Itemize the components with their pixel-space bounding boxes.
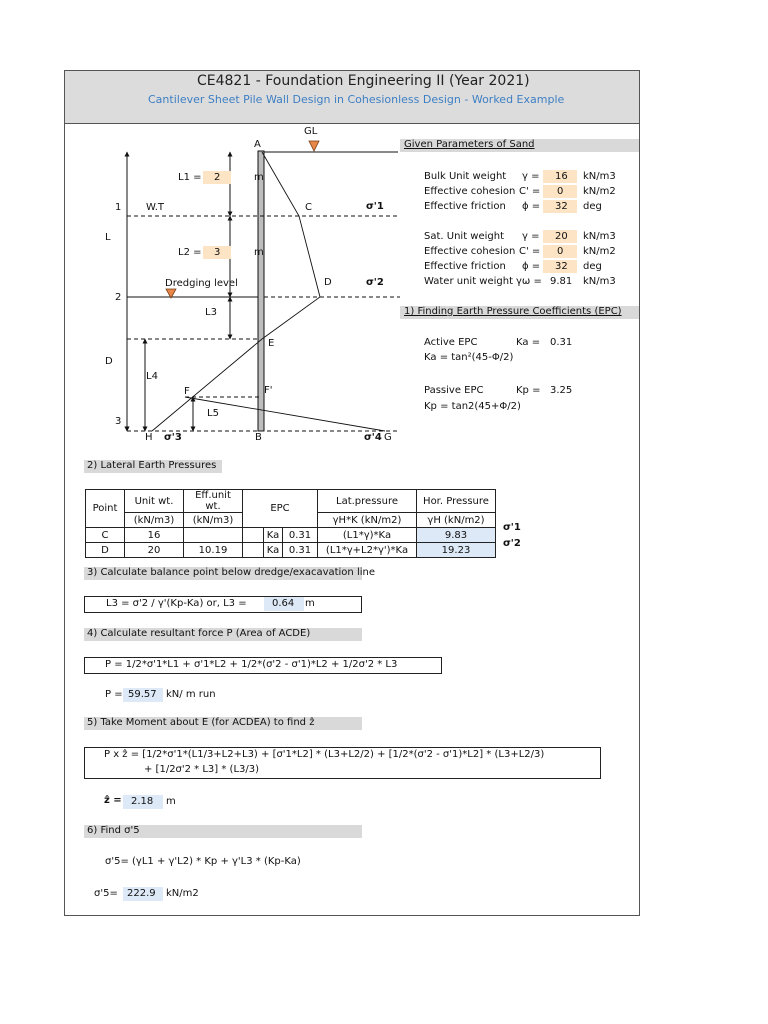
param-symbol: γ =: [522, 171, 540, 182]
label-sigma3: σ'3: [164, 432, 182, 443]
header-eff-wt: Eff.unit wt.: [184, 490, 243, 513]
sigma5-value: 222.9: [127, 888, 156, 899]
passive-epc-label: Passive EPC: [424, 385, 484, 396]
label-3: 3: [115, 416, 122, 427]
lateral-title: 2) Lateral Earth Pressures: [87, 460, 217, 471]
sigma5-label: σ'5=: [94, 888, 118, 899]
l2-unit: m: [254, 247, 264, 258]
page-subtitle: Cantilever Sheet Pile Wall Design in Cohesionless Design - Worked Example: [148, 93, 565, 106]
header-lat-unit: γH*K (kN/m2): [318, 513, 417, 528]
param-label: Sat. Unit weight: [424, 231, 505, 242]
table-row: [86, 528, 496, 543]
param-value: 32: [555, 261, 568, 272]
moment-title: 5) Take Moment about E (for ACDEA) to find ẑ: [87, 717, 315, 728]
label-f-prime: F': [264, 385, 273, 396]
label-l2: L2 =: [178, 247, 202, 258]
label-sigma1: σ'1: [366, 201, 384, 212]
param-unit: deg: [583, 201, 602, 212]
cell-k: Ka: [264, 528, 283, 543]
cell-blank: [243, 543, 264, 558]
label-gl: GL: [304, 126, 318, 137]
param-symbol: γω =: [516, 276, 542, 287]
sigma5-unit: kN/m2: [166, 888, 199, 899]
l1-unit: m: [254, 172, 264, 183]
resultant-title: 4) Calculate resultant force P (Area of ACDE): [87, 628, 311, 639]
cell-hor: 9.83: [417, 528, 496, 543]
label-l: L: [105, 232, 111, 243]
label-d-depth: D: [105, 356, 113, 367]
header-hor: Hor. Pressure: [417, 490, 496, 513]
balance-value: 0.64: [272, 598, 295, 609]
label-f: F: [184, 386, 190, 397]
param-value: 16: [555, 171, 568, 182]
header-unit-wt-unit: (kN/m3): [125, 513, 184, 528]
balance-formula: L3 = σ'2 / γ'(Kp-Ka) or, L3 =: [106, 598, 247, 609]
active-epc-label: Active EPC: [424, 337, 478, 348]
balance-title: 3) Calculate balance point below dredge/exacavation line: [87, 567, 375, 578]
z-value: 2.18: [131, 796, 154, 807]
row-sigma2: σ'2: [503, 538, 521, 549]
l2-value: 3: [214, 247, 221, 258]
active-pressure-line: [262, 152, 320, 339]
sigma5-title: 6) Find σ'5: [87, 825, 140, 836]
label-2: 2: [115, 292, 122, 303]
param-symbol: ϕ =: [522, 201, 541, 212]
label-a: A: [254, 139, 261, 150]
cell-unit-wt: 16: [125, 528, 184, 543]
given-title: Given Parameters of Sand: [404, 139, 535, 150]
kp-value: 3.25: [550, 385, 573, 396]
label-sigma2: σ'2: [366, 277, 384, 288]
sigma5-formula: σ'5= (γL1 + γ'L2) * Kp + γ'L3 * (Kp-Ka): [105, 856, 301, 867]
label-e: E: [268, 338, 275, 349]
ka-value: 0.31: [550, 337, 573, 348]
param-unit: kN/m2: [583, 186, 616, 197]
param-label: Effective cohesion: [424, 186, 516, 197]
header-lat: Lat.pressure: [318, 490, 417, 513]
cell-k: Ka: [264, 543, 283, 558]
header-point: Point: [86, 490, 125, 528]
header-unit-wt: Unit wt.: [125, 490, 184, 513]
param-unit: deg: [583, 261, 602, 272]
label-b: B: [255, 432, 262, 443]
param-label: Water unit weight: [424, 276, 514, 287]
label-g: G: [384, 432, 392, 443]
row-sigma1: σ'1: [503, 522, 521, 533]
p-value: 59.57: [128, 689, 157, 700]
param-symbol: C' =: [519, 186, 541, 197]
header-epc: EPC: [243, 490, 318, 528]
z-unit: m: [166, 796, 176, 807]
label-l4: L4: [146, 371, 158, 382]
cell-k-value: 0.31: [283, 528, 318, 543]
kp-formula: Kp = tan2(45+Φ/2): [424, 401, 521, 412]
param-unit: kN/m2: [583, 246, 616, 257]
ka-label: Ka =: [516, 337, 541, 348]
label-l1: L1 =: [178, 172, 202, 183]
param-label: Effective friction: [424, 261, 506, 272]
label-h: H: [145, 432, 153, 443]
param-unit: kN/m3: [583, 231, 616, 242]
param-value: 32: [555, 201, 568, 212]
cell-formula: (L1*γ)*Ka: [318, 528, 417, 543]
header-hor-unit: γH (kN/m2): [417, 513, 496, 528]
label-dredging: Dredging level: [165, 278, 238, 289]
param-value: 0: [557, 186, 564, 197]
param-unit: kN/m3: [583, 171, 616, 182]
moment-formula-line1: P x ẑ = [1/2*σ'1*(L1/3+L2+L3) + [σ'1*L2] * (L3+L2/2) + [1/2*(σ'2 - σ'1)*L2] * (L3+L2/3): [104, 749, 545, 760]
l1-value: 2: [214, 172, 221, 183]
label-wt: W.T: [146, 202, 165, 213]
cell-hor: 19.23: [417, 543, 496, 558]
label-sigma4: σ'4: [364, 432, 382, 443]
cell-point: C: [86, 528, 125, 543]
cell-unit-wt: 20: [125, 543, 184, 558]
param-symbol: γ =: [522, 231, 540, 242]
label-d: D: [324, 277, 332, 288]
param-symbol: ϕ =: [522, 261, 541, 272]
cell-point: D: [86, 543, 125, 558]
page-title: CE4821 - Foundation Engineering II (Year 2021): [197, 73, 530, 89]
p-unit: kN/ m run: [166, 689, 216, 700]
ka-formula: Ka = tan²(45-Φ/2): [424, 352, 514, 363]
kp-label: Kp =: [516, 385, 541, 396]
param-label: Bulk Unit weight: [424, 171, 507, 182]
p-label: P =: [105, 689, 123, 700]
param-value: 0: [557, 246, 564, 257]
header-eff-wt-unit: (kN/m3): [184, 513, 243, 528]
resultant-formula: P = 1/2*σ'1*L1 + σ'1*L2 + 1/2*(σ'2 - σ'1)*L2 + 1/2σ'2 * L3: [105, 659, 398, 670]
cell-eff-wt: 10.19: [184, 543, 243, 558]
cell-eff-wt: [184, 528, 243, 543]
balance-unit: m: [305, 598, 315, 609]
cell-k-value: 0.31: [283, 543, 318, 558]
table-row: [86, 543, 496, 558]
cell-blank: [243, 528, 264, 543]
param-value: 20: [555, 231, 568, 242]
lateral-pressure-table: [85, 489, 496, 558]
param-value: 9.81: [550, 276, 573, 287]
z-label: ẑ =: [104, 795, 122, 806]
label-c: C: [305, 202, 312, 213]
moment-formula-line2: + [1/2σ'2 * L3] * (L3/3): [144, 764, 260, 775]
label-1: 1: [115, 202, 122, 213]
epc-title: 1) Finding Earth Pressure Coefficients (EPC): [404, 306, 622, 317]
gl-marker: [309, 141, 319, 151]
param-label: Effective cohesion: [424, 246, 516, 257]
param-symbol: C' =: [519, 246, 541, 257]
cell-formula: (L1*γ+L2*γ')*Ka: [318, 543, 417, 558]
label-l3: L3: [205, 307, 217, 318]
param-unit: kN/m3: [583, 276, 616, 287]
label-l5: L5: [207, 408, 219, 419]
param-label: Effective friction: [424, 201, 506, 212]
